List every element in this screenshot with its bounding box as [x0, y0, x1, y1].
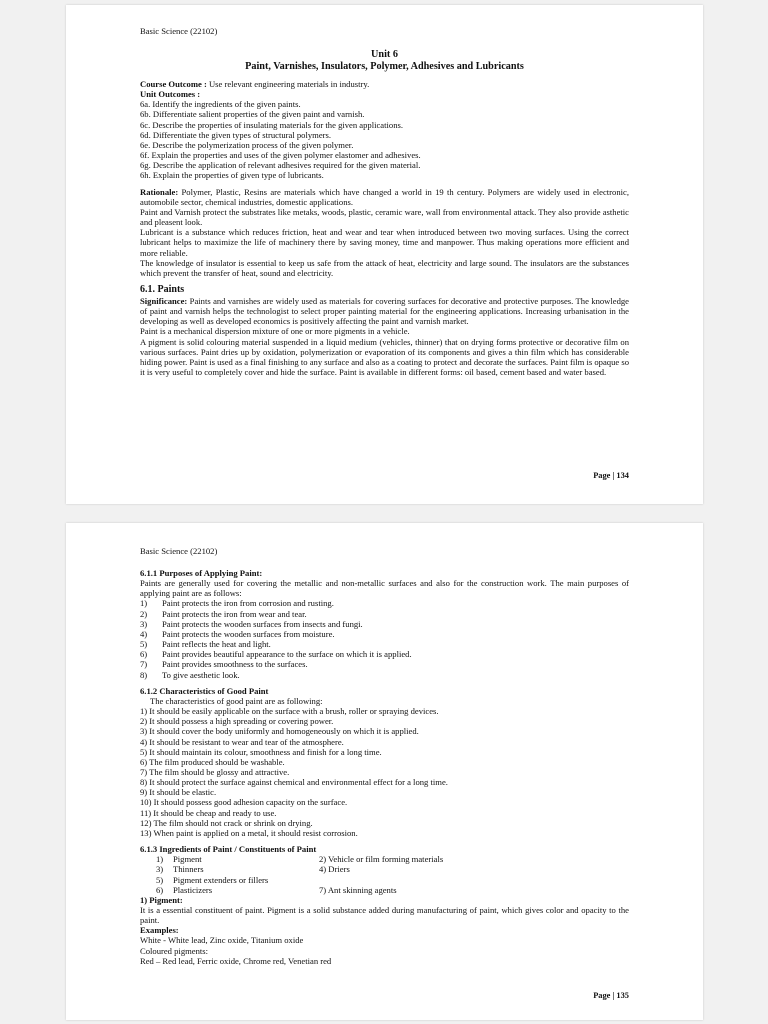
- purpose-item: 8) To give aesthetic look.: [140, 669, 240, 680]
- examples-label: Examples:: [140, 925, 179, 936]
- outcome-item: 6h. Explain the properties of given type of lubricants.: [140, 170, 324, 181]
- pigment-heading: 1) Pigment:: [140, 894, 183, 905]
- ingredient-row: 6) Plasticizers 7) Ant skinning agents: [156, 884, 397, 895]
- characteristic-item: 10) It should possess good adhesion capacity on the surface.: [140, 797, 348, 808]
- page-number: Page | 134: [593, 471, 629, 480]
- purpose-item: 7) Paint provides smoothness to the surfaces.: [140, 659, 308, 670]
- outcome-item: 6c. Describe the properties of insulating materials for the given applications.: [140, 119, 403, 130]
- course-outcome-text: Use relevant engineering materials in industry.: [206, 79, 370, 89]
- section-heading-paints: 6.1. Paints: [140, 283, 185, 295]
- purposes-list: [140, 598, 629, 679]
- significance-paragraph: Significance: Paints and varnishes are widely used as materials for covering surfaces for decorative and protective purposes. The knowledge of paint and varnish helps the technologist to select proper painting material for the engineering applications. Increasing urbanisation in the developing as well as developed economics is positively affecting the paint and varnish market.: [140, 295, 629, 327]
- rationale-paragraph: Rationale: Polymer, Plastic, Resins are materials which have changed a world in 19 th century. Polymers are widely used in electronic, automobile sector, chemical industries, domestic applications.: [140, 186, 629, 207]
- outcome-item: 6g. Describe the application of relevant adhesives required for the given material.: [140, 160, 421, 171]
- characteristic-item: 7) The film should be glossy and attractive.: [140, 766, 290, 777]
- characteristic-item: 11) It should be cheap and ready to use.: [140, 807, 277, 818]
- characteristic-item: 3) It should cover the body uniformly and homogeneously on which it is applied.: [140, 726, 419, 737]
- coloured-pigments-label: Coloured pigments:: [140, 945, 209, 956]
- purpose-item: 3) Paint protects the wooden surfaces from insects and fungi.: [140, 618, 363, 629]
- course-outcome-label: Course Outcome :: [140, 79, 207, 89]
- characteristics-list: [140, 706, 629, 838]
- characteristic-item: 6) The film produced should be washable.: [140, 756, 285, 767]
- outcome-item: 6f. Explain the properties and uses of the given polymer elastomer and adhesives.: [140, 150, 421, 161]
- document-page-134: [66, 5, 703, 504]
- characteristic-item: 4) It should be resistant to wear and tear of the atmosphere.: [140, 736, 344, 747]
- purposes-intro: Paints are generally used for covering the metallic and non-metallic surfaces and also for the construction work. The main purposes of applying paint are as follows:: [140, 578, 629, 599]
- pigment-paragraph: A pigment is solid colouring material suspended in a liquid medium (vehicles, thinner) that on drying forms protective or decorative film on various surfaces. Paint dries up by oxidation, polymerization or evaporation of its components and gives a thin film which has considerable hiding power. Paint is used as a final finishing to any surface and also as a coating to protect and decorate the surfaces. Paint film is opaque so it is very useful to completely cover and hide the surface. Paint is available in different forms: oil based, cement based and water based.: [140, 336, 629, 378]
- rationale-paragraph-3: Lubricant is a substance which reduces friction, heat and wear and tear when introduced between two moving surfaces. Using the correct lubricant helps to maximize the life of machinery there by saving money, time and manpower. Thus making operations more efficient and more reliable.: [140, 227, 629, 258]
- outcome-item: 6e. Describe the polymerization process of the given polymer.: [140, 139, 354, 150]
- rationale-label: Rationale:: [140, 186, 179, 197]
- document-page-135: [66, 523, 703, 1020]
- characteristic-item: 8) It should protect the surface against chemical and environmental effect for a long time.: [140, 777, 448, 788]
- page-header: Basic Science (22102): [140, 546, 218, 556]
- purpose-item: 6) Paint provides beautiful appearance to the surface on which it is applied.: [140, 649, 412, 660]
- characteristic-item: 13) When paint is applied on a metal, it should resist corrosion.: [140, 827, 358, 838]
- red-pigments: Red – Red lead, Ferric oxide, Chrome red, Venetian red: [140, 955, 332, 966]
- heading-613: 6.1.3 Ingredients of Paint / Constituents of Paint: [140, 844, 317, 855]
- unit-subtitle: Paint, Varnishes, Insulators, Polymer, Adhesives and Lubricants: [245, 61, 524, 72]
- page-body: [140, 49, 629, 377]
- white-pigments: White - White lead, Zinc oxide, Titanium oxide: [140, 935, 304, 946]
- ingredients-list: [140, 854, 629, 895]
- characteristics-intro: The characteristics of good paint are as following:: [150, 695, 323, 706]
- characteristic-item: 2) It should possess a high spreading or covering power.: [140, 716, 334, 727]
- page-number: Page | 135: [593, 991, 629, 1000]
- paint-definition: Paint is a mechanical dispersion mixture of one or more pigments in a vehicle.: [140, 326, 410, 337]
- purpose-item: 1) Paint protects the iron from corrosion and rusting.: [140, 598, 334, 609]
- characteristic-item: 5) It should maintain its colour, smoothness and finish for a long time.: [140, 746, 382, 757]
- purpose-item: 5) Paint reflects the heat and light.: [140, 639, 271, 650]
- rationale-paragraph-4: The knowledge of insulator is essential to keep us safe from the attack of heat, electricity and large sound. The insulators are the substances which prevent the transfer of heat, sound and electricity.: [140, 257, 629, 278]
- ingredient-row: 3) Thinners 4) Driers: [156, 864, 350, 875]
- purpose-item: 4) Paint protects the wooden surfaces from moisture.: [140, 628, 335, 639]
- unit-outcomes-list: [140, 99, 629, 180]
- significance-label: Significance:: [140, 295, 188, 306]
- ingredient-row: 1) Pigment 2) Vehicle or film forming materials: [156, 854, 444, 865]
- unit-title: Unit 6: [371, 49, 398, 60]
- outcome-item: 6a. Identify the ingredients of the given paints.: [140, 99, 301, 110]
- page-header: Basic Science (22102): [140, 26, 218, 36]
- outcome-item: 6b. Differentiate salient properties of the given paint and varnish.: [140, 109, 365, 120]
- course-outcome: [140, 79, 629, 89]
- heading-612: 6.1.2 Characteristics of Good Paint: [140, 685, 269, 696]
- pigment-text: It is a essential constituent of paint. Pigment is a solid substance added during manufacturing of paint, which gives color and opacity to the paint.: [140, 905, 629, 926]
- purpose-item: 2) Paint protects the iron from wear and tear.: [140, 608, 307, 619]
- characteristic-item: 12) The film should not crack or shrink on drying.: [140, 817, 313, 828]
- characteristic-item: 9) It should be elastic.: [140, 787, 217, 798]
- ingredient-row: 5) Pigment extenders or fillers: [156, 874, 269, 885]
- page-body: [140, 568, 629, 966]
- rationale-paragraph-2: Paint and Varnish protect the substrates like metaks, woods, plastic, ceramic ware, wall from environmental attack. They also provide asthetic and pleasent look.: [140, 206, 629, 228]
- characteristic-item: 1) It should be easily applicable on the surface with a brush, roller or spraying devices.: [140, 706, 439, 717]
- unit-outcomes-label: Unit Outcomes :: [140, 89, 201, 100]
- heading-611: 6.1.1 Purposes of Applying Paint:: [140, 568, 263, 578]
- outcome-item: 6d. Differentiate the given types of structural polymers.: [140, 129, 331, 140]
